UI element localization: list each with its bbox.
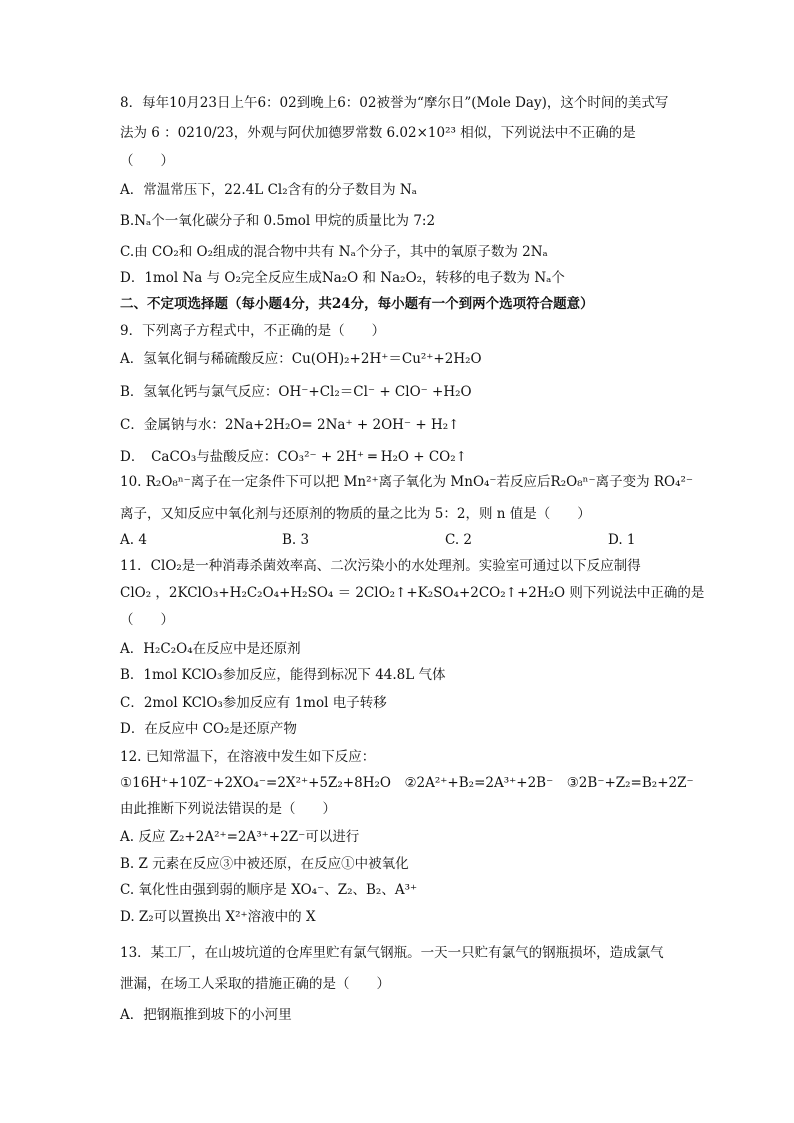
q13-option-a: A．把钢瓶推到坡下的小河里 (120, 1007, 292, 1023)
q12-option-b: B. Z 元素在反应③中被还原，在反应①中被氧化 (120, 856, 409, 872)
q12-option-c: C. 氧化性由强到弱的顺序是 XO₄⁻、Z₂、B₂、A³⁺ (120, 882, 418, 898)
q8-option-b: B.Nₐ个一氧化碳分子和 0.5mol 甲烷的质量比为 7:2 (120, 213, 436, 229)
q9-option-a: A．氢氧化铜与稀硫酸反应：Cu(OH)₂+2H⁺＝Cu²⁺+2H₂O (120, 351, 482, 367)
q10-option-c: C. 2 (445, 532, 473, 548)
q9-option-d: D． CaCO₃与盐酸反应：CO₃²⁻ + 2H⁺ ═ H₂O + CO₂↑ (120, 449, 467, 465)
q9-stem: 9．下列离子方程式中，不正确的是（ ） (120, 323, 386, 339)
q8-option-a: A．常温常压下，22.4L Cl₂含有的分子数目为 Nₐ (120, 182, 417, 198)
q11-paren: （ ） (120, 612, 174, 628)
q13-stem-line2: 泄漏，在场工人采取的措施正确的是（ ） (120, 976, 390, 992)
q12-reactions: ①16H⁺+10Z⁻+2XO₄⁻=2X²⁺+5Z₂+8H₂O ②2A²⁺+B₂=2A³⁺+2B⁻ ③2B⁻+Z₂=B₂+2Z⁻ (120, 775, 694, 791)
q8-paren: （ ） (120, 153, 174, 169)
q13-stem-line1: 13．某工厂，在山坡坑道的仓库里贮有氯气钢瓶。一天一只贮有氯气的钢瓶损坏，造成氯气 (120, 945, 664, 961)
q11-option-a: A．H₂C₂O₄在反应中是还原剂 (120, 641, 301, 657)
q12-stem: 12. 已知常温下，在溶液中发生如下反应： (120, 749, 376, 765)
q11-stem-line1: 11．ClO₂是一种消毒杀菌效率高、二次污染小的水处理剂。实验室可通过以下反应制得 (120, 558, 641, 574)
q11-stem-line2: ClO₂ ，2KClO₃+H₂C₂O₄+H₂SO₄ ＝ 2ClO₂↑+K₂SO₄+2CO₂↑+2H₂O 则下列说法中正确的是 (120, 585, 705, 601)
q12-ask: 由此推断下列说法错误的是（ ） (120, 801, 336, 817)
q8-stem-line1: 8．每年10月23日上午6：02到晚上6：02被誉为“摩尔日”(Mole Day)，这个时间的美式写 (120, 95, 669, 111)
q10-stem-line1: 10. R₂O₈ⁿ⁻离子在一定条件下可以把 Mn²⁺离子氧化为 MnO₄⁻若反应后R₂O₈ⁿ⁻离子变为 RO₄²⁻ (120, 474, 694, 490)
q10-option-d: D. 1 (608, 532, 636, 548)
q10-option-b: B. 3 (282, 532, 310, 548)
q12-option-d: D. Z₂可以置换出 X²⁺溶液中的 X (120, 909, 316, 925)
q10-stem-line2: 离子，又知反应中氧化剂与还原剂的物质的量之比为 5：2，则 n 值是（ ） (120, 506, 591, 522)
q8-option-d: D．1mol Na 与 O₂完全反应生成Na₂O 和 Na₂O₂，转移的电子数为 Nₐ个 (120, 270, 565, 286)
q11-option-b: B．1mol KClO₃参加反应，能得到标况下 44.8L 气体 (120, 667, 446, 683)
q11-option-c: C．2mol KClO₃参加反应有 1mol 电子转移 (120, 695, 387, 711)
q8-stem-line2: 法为 6 ：0210/23，外观与阿伏加德罗常数 6.02×10²³ 相似，下列说法中不正确的是 (120, 125, 636, 141)
q8-option-c: C.由 CO₂和 O₂组成的混合物中共有 Nₐ个分子，其中的氧原子数为 2Nₐ (120, 244, 548, 260)
q11-option-d: D．在反应中 CO₂是还原产物 (120, 721, 297, 737)
q9-option-c: C．金属钠与水：2Na+2H₂O= 2Na⁺ + 2OH⁻ + H₂↑ (120, 417, 460, 433)
q10-option-a: A. 4 (120, 532, 147, 548)
section-heading: 二、不定项选择题（每小题4分，共24分，每小题有一个到两个选项符合题意） (120, 296, 594, 312)
q12-option-a: A. 反应 Z₂+2A²⁺=2A³⁺+2Z⁻可以进行 (120, 829, 360, 845)
q9-option-b: B．氢氧化钙与氯气反应：OH⁻+Cl₂＝Cl⁻ + ClO⁻ +H₂O (120, 384, 472, 400)
